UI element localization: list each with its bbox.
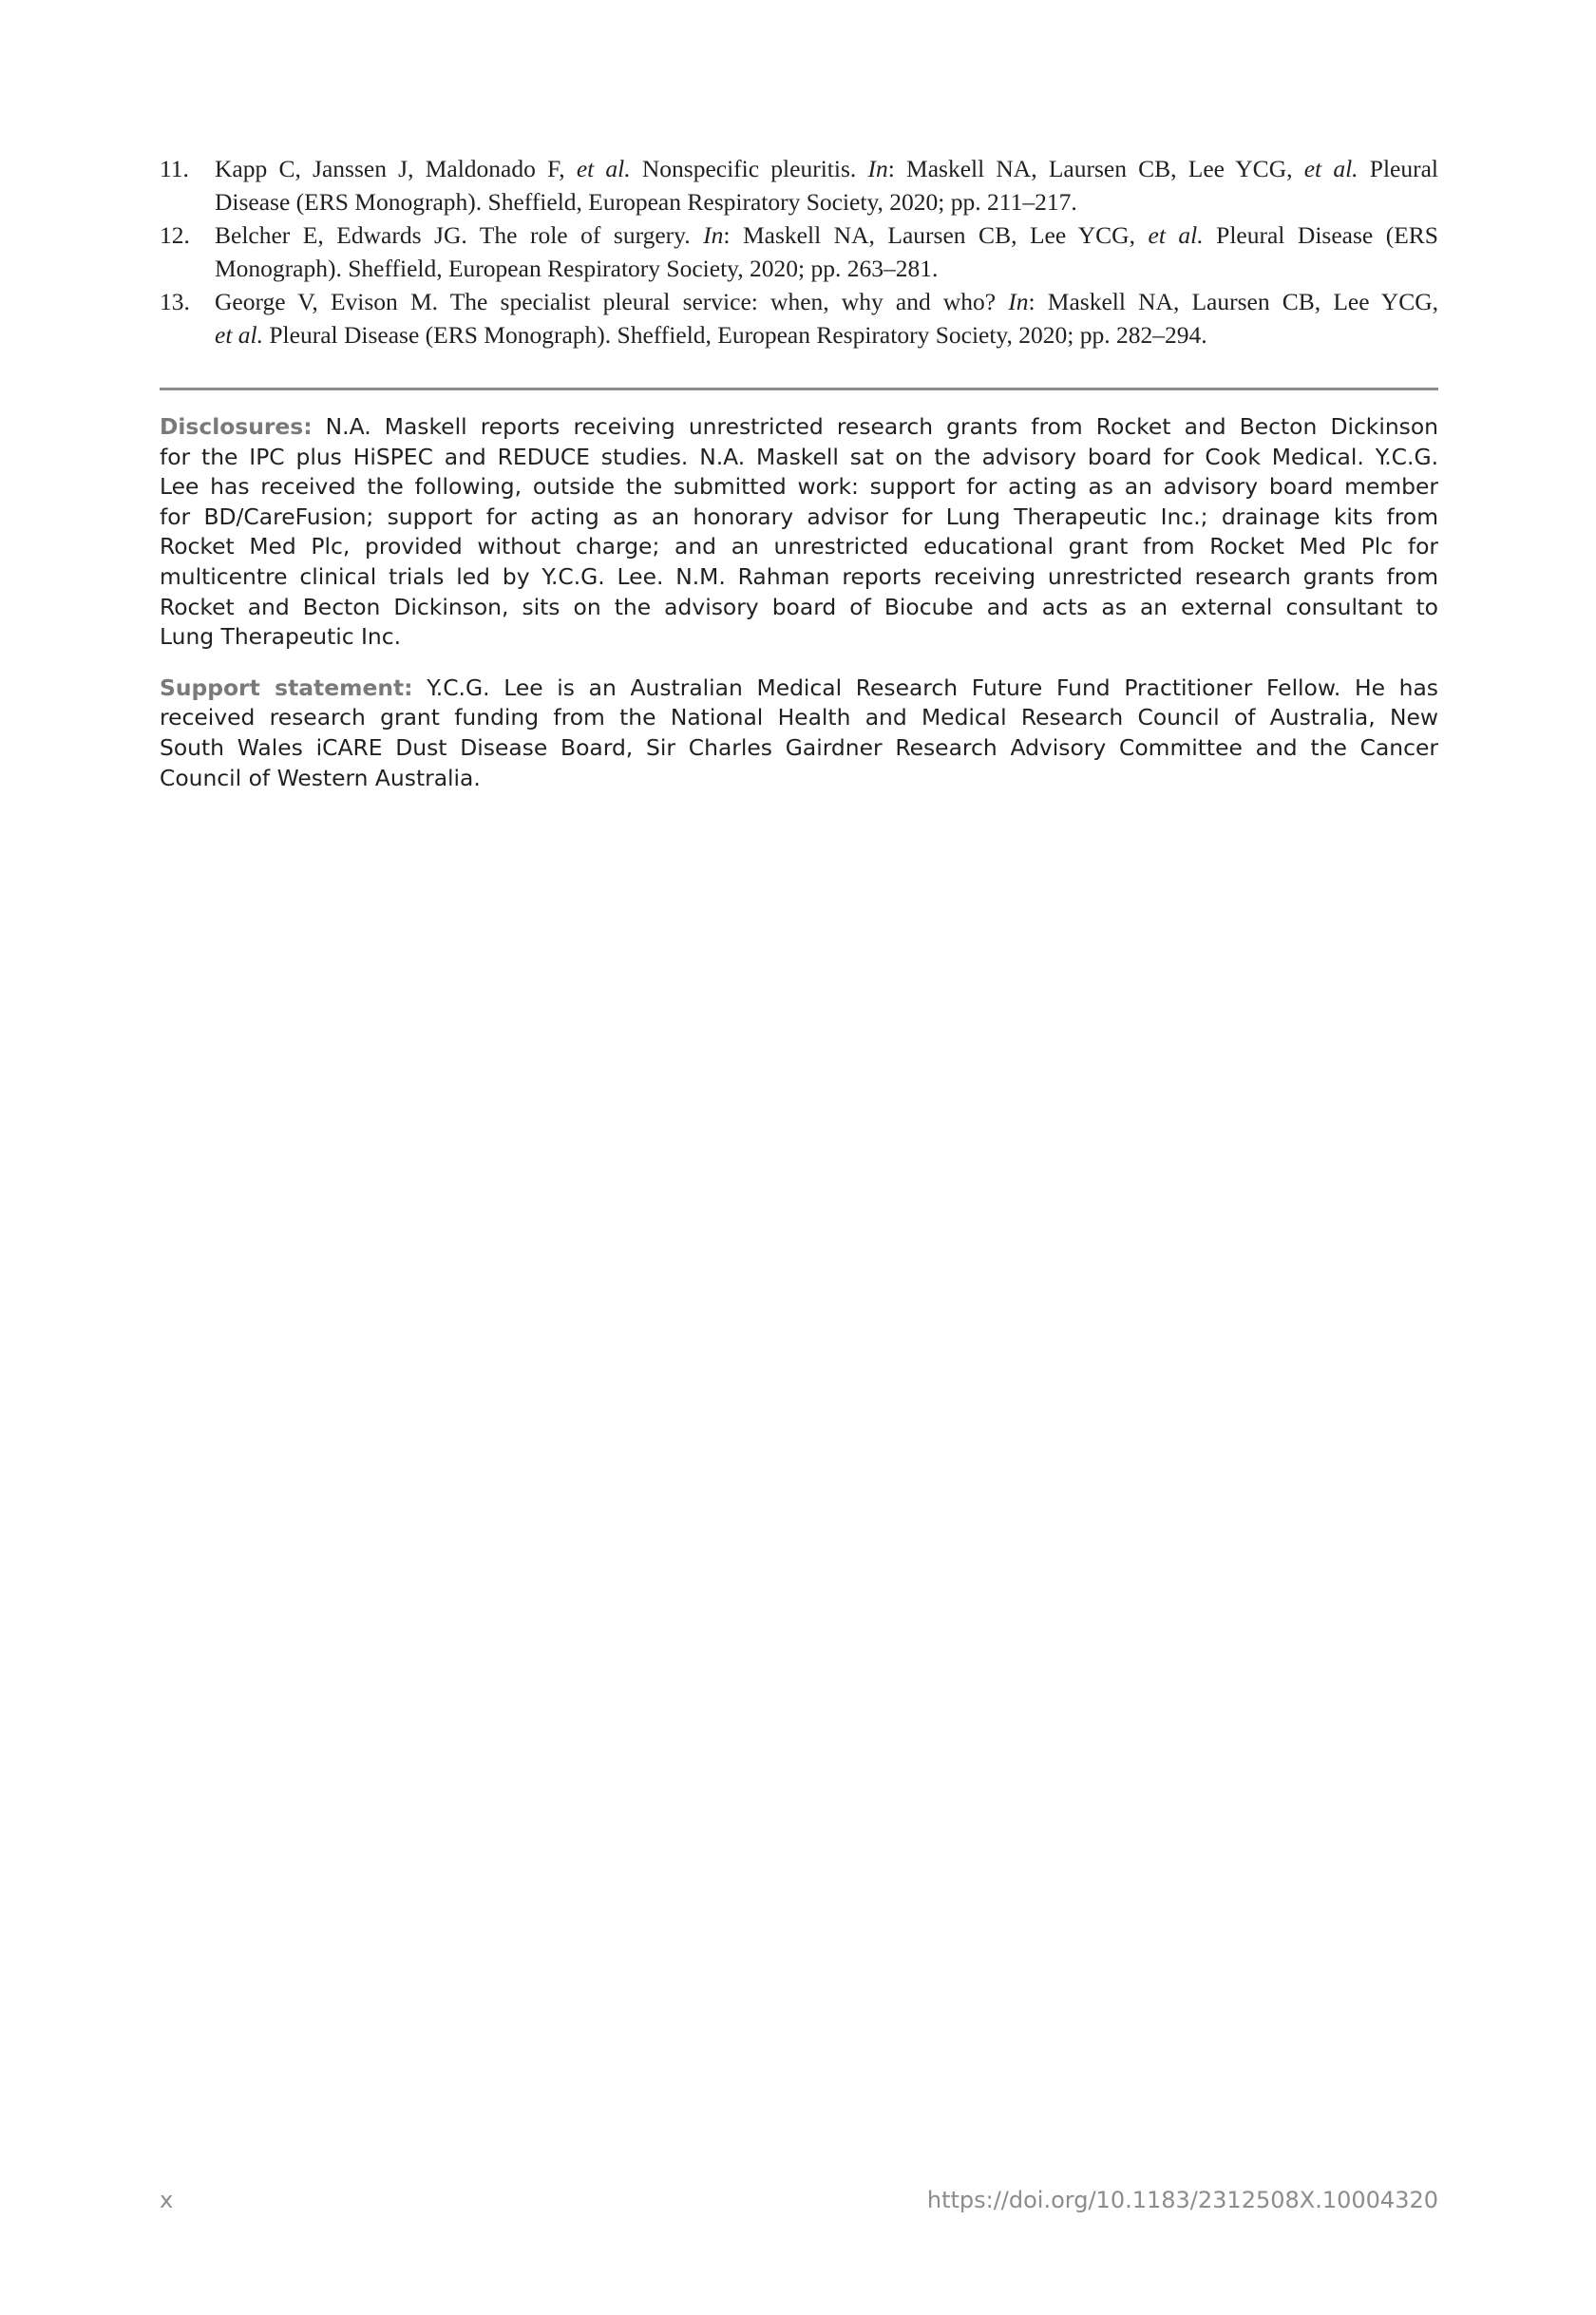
note-line (160, 764, 1438, 794)
notes-section (160, 412, 1438, 793)
note-line (160, 503, 1438, 533)
italic-text: In (867, 155, 888, 182)
disclosures-paragraph (160, 412, 1438, 653)
reference-line (215, 285, 1438, 318)
note-line (160, 412, 1438, 443)
reference-segment: Pleural (1358, 155, 1438, 182)
reference-item (160, 285, 1438, 351)
reference-text (215, 285, 1438, 351)
note-text: Lung Therapeutic Inc. (160, 623, 402, 651)
italic-text: In (703, 221, 724, 249)
reference-number: 13. (160, 288, 190, 315)
note-text: Rocket Med Plc, provided without charge; and an unrestricted educational grant from Rocket Med Plc for (160, 533, 1438, 560)
support-label: Support statement: (160, 674, 413, 701)
note-line (160, 733, 1438, 764)
reference-line (215, 152, 1438, 185)
reference-line (215, 185, 1438, 218)
reference-number: 11. (160, 155, 189, 182)
reference-list (160, 152, 1438, 351)
note-text: for BD/CareFusion; support for acting as an honorary advisor for Lung Therapeutic Inc.; drainage kits from (160, 503, 1438, 530)
italic-text: et al. (215, 321, 263, 349)
note-line (160, 443, 1438, 473)
reference-segment: Pleural Disease (ERS (1203, 221, 1438, 249)
note-text: multicentre clinical trials led by Y.C.G. Lee. N.M. Rahman reports receiving unrestricted research grants from (160, 562, 1438, 590)
reference-segment: Kapp C, Janssen J, Maldonado F, (215, 155, 577, 182)
doi-link[interactable]: https://doi.org/10.1183/2312508X.10004320 (926, 2187, 1438, 2213)
reference-line (215, 318, 1438, 351)
note-text: Rocket and Becton Dickinson, sits on the advisory board of Biocube and acts as an external consultant to (160, 593, 1438, 620)
note-line (160, 703, 1438, 733)
reference-segment: : Maskell NA, Laursen CB, Lee YCG, (723, 221, 1149, 249)
note-line (160, 472, 1438, 503)
reference-segment: Pleural Disease (ERS Monograph). Sheffield, European Respiratory Society, 2020; pp. 282–294. (263, 321, 1207, 349)
reference-segment: Monograph). Sheffield, European Respiratory Society, 2020; pp. 263–281. (215, 255, 939, 282)
italic-text: et al. (1303, 155, 1358, 182)
reference-segment: Nonspecific pleuritis. (630, 155, 868, 182)
reference-text (215, 218, 1438, 285)
reference-line (215, 218, 1438, 252)
italic-text: et al. (576, 155, 631, 182)
note-line (160, 562, 1438, 593)
page-number: x (160, 2187, 174, 2213)
note-text: Council of Western Australia. (160, 764, 481, 791)
reference-item (160, 152, 1438, 218)
note-text: for the IPC plus HiSPEC and REDUCE studies. N.A. Maskell sat on the advisory board for Cook Medical. Y.C.G. (160, 443, 1438, 470)
reference-segment: Belcher E, Edwards JG. The role of surgery. (215, 221, 704, 249)
reference-segment: : Maskell NA, Laursen CB, Lee YCG, (1028, 288, 1438, 315)
note-line (160, 593, 1438, 623)
reference-segment: Disease (ERS Monograph). Sheffield, European Respiratory Society, 2020; pp. 211–217. (215, 188, 1077, 216)
italic-text: et al. (1148, 221, 1204, 249)
note-text: N.A. Maskell reports receiving unrestricted research grants from Rocket and Becton Dickinson (312, 413, 1438, 440)
reference-segment: : Maskell NA, Laursen CB, Lee YCG, (887, 155, 1304, 182)
italic-text: In (1008, 288, 1029, 315)
section-divider (160, 388, 1438, 390)
note-line (160, 674, 1438, 704)
reference-number: 12. (160, 221, 190, 249)
reference-segment: George V, Evison M. The specialist pleural service: when, why and who? (215, 288, 1009, 315)
note-text: Lee has received the following, outside the submitted work: support for acting as an advisory board member (160, 473, 1438, 501)
note-text: Y.C.G. Lee is an Australian Medical Research Future Fund Practitioner Fellow. He has (412, 674, 1438, 701)
note-text: received research grant funding from the National Health and Medical Research Council of Australia, New (160, 704, 1438, 731)
reference-line (215, 252, 1438, 285)
reference-text (215, 152, 1438, 218)
reference-item (160, 218, 1438, 285)
note-line (160, 622, 1438, 653)
support-statement-paragraph (160, 674, 1438, 793)
note-text: South Wales iCARE Dust Disease Board, Sir Charles Gairdner Research Advisory Committee and the Cancer (160, 733, 1438, 761)
note-line (160, 532, 1438, 562)
disclosures-label: Disclosures: (160, 413, 313, 440)
